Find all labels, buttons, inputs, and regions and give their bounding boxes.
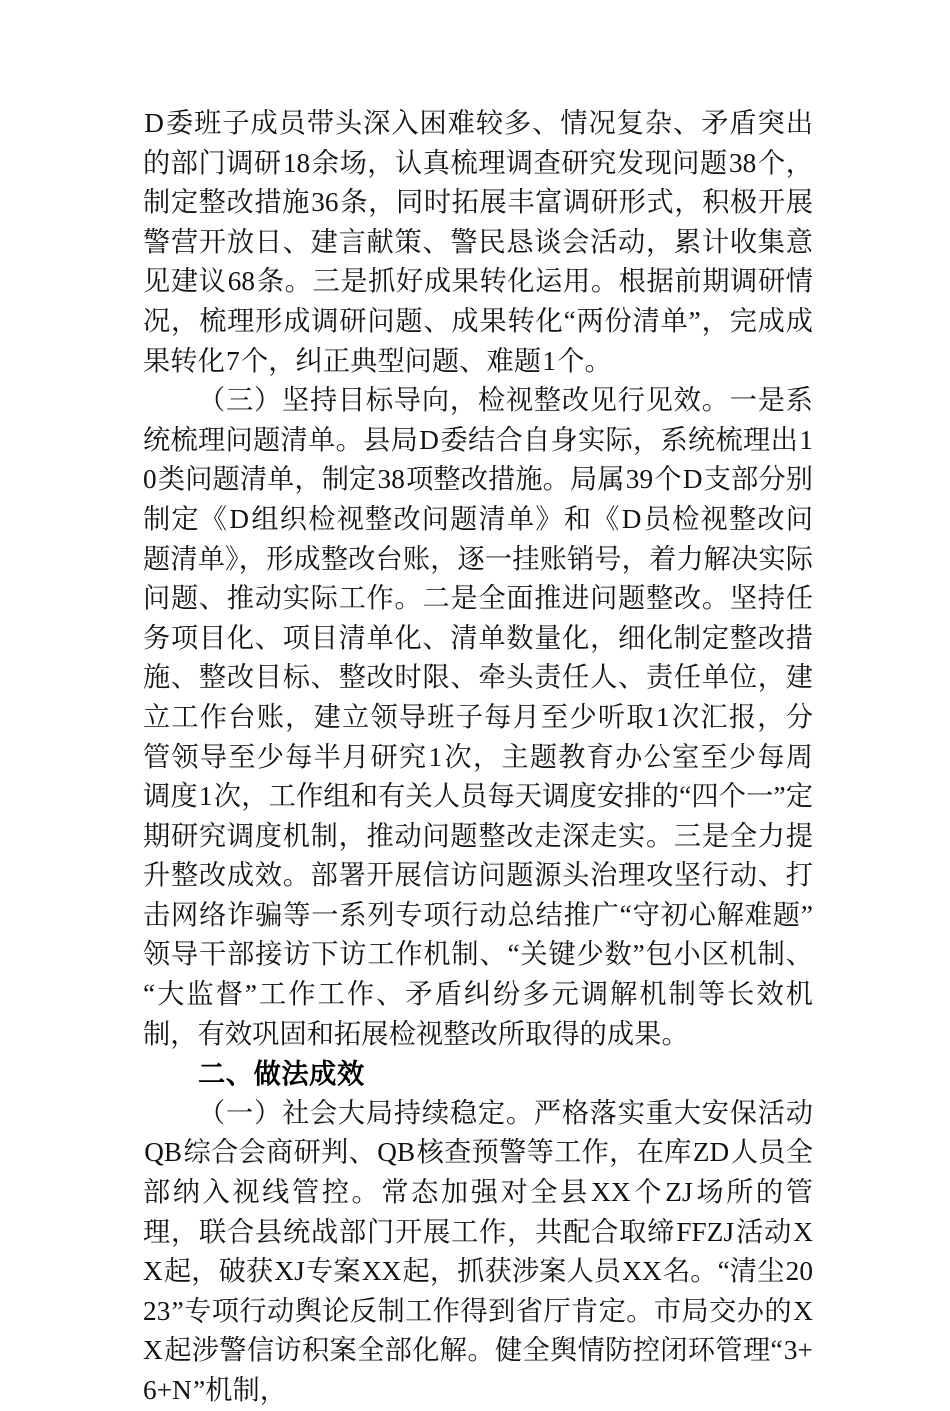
heading-section-two: 二、做法成效: [198, 1058, 365, 1090]
paragraph-section-three: （三）坚持目标导向，检视整改见行见效。一是系统梳理问题清单。县局D委结合自身实际，系统梳理出10类问题清单，制定38项整改措施。局属39个D支部分别制定《D组织检视整改问题清单》和《D员检视整改问题清单》，形成整改台账，逐一挂账销号，着力解决实际问题、推动实际工作。二是全面推进问题整改。坚持任务项目化、项目清单化、清单数量化，细化制定整改措施、整改目标、整改时限、牵头责任人、责任单位，建立工作台账，建立领导班子每月至少听取1次汇报，分管领导至少每半月研究1次，主题教育办公室至少每周调度1次，工作组和有关人员每天调度安排的“四个一”定期研究调度机制，推动问题整改走深走实。三是全力提升整改成效。部署开展信访问题源头治理攻坚行动、打击网络诈骗等一系列专项行动总结推广“守初心解难题”领导干部接访下访工作机制、“关键少数”包小区机制、“大监督”工作工作、矛盾纠纷多元调解机制等长效机制，有效巩固和拓展检视整改所取得的成果。: [143, 385, 813, 1049]
document-text-column: [143, 104, 813, 1411]
paragraph-diaoyan-continued: D委班子成员带头深入困难较多、情况复杂、矛盾突出的部门调研18余场，认真梳理调查研究发现问题38个，制定整改措施36条，同时拓展丰富调研形式，积极开展警营开放日、建言献策、警民恳谈会活动，累计收集意见建议68条。三是抓好成果转化运用。根据前期调研情况，梳理形成调研问题、成果转化“两份清单”，完成成果转化7个，纠正典型问题、难题1个。: [143, 108, 813, 376]
paragraph-section-one-stability: （一）社会大局持续稳定。严格落实重大安保活动QB综合会商研判、QB核查预警等工作，在库ZD人员全部纳入视线管控。常态加强对全县XX个ZJ场所的管理，联合县统战部门开展工作，共配合取缔FFZJ活动XX起，破获XJ专案XX起，抓获涉案人员XX名。“清尘2023”专项行动舆论反制工作得到省厅肯定。市局交办的XX起涉警信访积案全部化解。健全舆情防控闭环管理“3+6+N”机制，: [143, 1097, 814, 1405]
